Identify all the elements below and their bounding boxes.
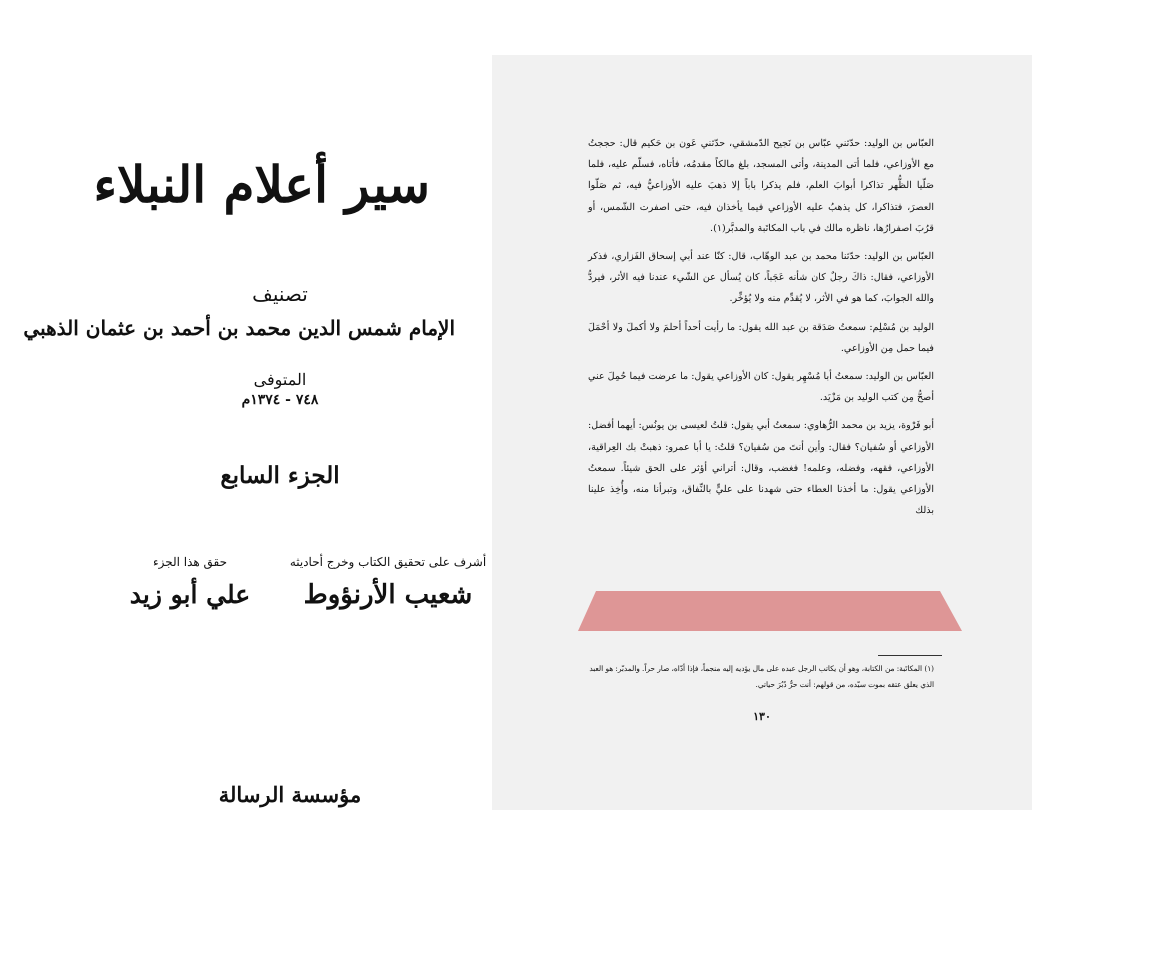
text-page bbox=[492, 55, 1032, 810]
book-title: سير أعلام النبلاء bbox=[93, 155, 430, 214]
publisher-name: مؤسسة الرسالة bbox=[218, 782, 362, 807]
paragraph: أبو فَرْوة، يزيد بن محمد الرُّهاوي: سمعتُ أبي يقول: قلتُ لعيسى بن يونُس: أيهما أفضل: الأوزاعي أو سُفيان؟ فقال: وأين أنتَ من سُفيان؟ قلتُ: يا أبا عمرو: ذهبتْ بك العِراقية، الأوزاعي، فقهه، وفضله، وعلمه! فغضب، وقال: أتراني أؤثر على الحق شيئاً. سمعتُ الأوزاعي يقول: ما أخذنا العطاء حتى شهدنا على عليٍّ بالنِّفاق، وتبرأنا منه، وأُخِذ علينا بذلك bbox=[588, 420, 934, 517]
death-dates: ٧٤٨ - ١٣٧٤م bbox=[241, 392, 319, 408]
highlight-shape bbox=[578, 591, 962, 631]
footnote: (١) المكاتَبة: من الكتابة، وهو أن يكاتب الرجل عبده على مال يؤديه إليه منجماً، فإذا أدّاه، صار حراً. والمدبّر: هو العبد الذي يعلق عتقه بموت سيّده، من قولهم: أنت حرٌّ دُبُرَ حياتي. bbox=[589, 664, 934, 689]
author-name: الإمام شمس الدين محمد بن أحمد بن عثمان الذهبي bbox=[23, 316, 455, 340]
paragraph: العبّاس بن الوليد: سمعتُ أبا مُسْهِر يقول: كان الأوزاعي يقول: ما عرضت فيما حُمِلَ عني أصحُّ مِن كتب الوليد بن مَزْيَد. bbox=[588, 371, 934, 404]
compiled-label: تصنيف bbox=[252, 282, 308, 306]
page-number: ١٣٠ bbox=[753, 710, 771, 723]
title-page bbox=[23, 50, 487, 840]
footnote-divider bbox=[878, 655, 942, 656]
paragraph: العبّاس بن الوليد: حدّثنا محمد بن عبد الوهّاب، قال: كنّا عند أبي إسحاق الفَزاري، فذكر الأوزاعي، فقال: ذاكَ رجلٌ كان شأنه عَجَباً، كان يُسأل عن الشّيء عندنا فيه الأثر، فيردُّ والله الجوابَ، كما هو في الأثر، لا يُقدِّم منه ولا يُؤخِّر. bbox=[588, 251, 934, 305]
supervisor-name: شعيب الأرنؤوط bbox=[303, 580, 473, 610]
highlight-band bbox=[578, 591, 962, 631]
died-label: المتوفى bbox=[253, 370, 307, 389]
editor-name: علي أبو زيد bbox=[129, 580, 251, 609]
supervisor-label: أشرف على تحقيق الكتاب وخرج أحاديثه bbox=[289, 555, 487, 569]
editor-label: حقق هذا الجزء bbox=[152, 555, 228, 569]
paragraph: الوليد بن مُسْلِم: سمعتُ صَدَقة بن عبد الله يقول: ما رأيت أحداً أحلمَ ولا أكملَ ولا أحْمَلَ فيما حمل مِن الأوزاعي. bbox=[588, 321, 934, 354]
footnotes bbox=[588, 661, 934, 693]
paragraph: العبّاس بن الوليد: حدّثني عبّاس بن نَجيح الدّمشقي، حدّثني عَون بن حَكيم قال: حججتُ مع الأوزاعي، فلما أتى المدينة، وأتى المسجد، بلغ مالكاً مقدمُه، فأتاه، فسلّم عليه، فلما صَلّيا الظُّهر تذاكرا أبوابَ العلم، فلم يذكرا باباً إلا ذهبَ عليه الأوزاعيُّ فيه، ثم صَلّوا العصرَ، فتذاكرا، كل يذهبُ عليه الأوزاعي فيما يأخذان فيه، حتى اصفرت الشّمس، أو قرُبَ اصفرارُها، ناظره مالك في باب المكاتَبة والمدبَّر(١). bbox=[588, 138, 934, 234]
page-body bbox=[588, 133, 934, 528]
volume-label: الجزء السابع bbox=[220, 462, 340, 489]
